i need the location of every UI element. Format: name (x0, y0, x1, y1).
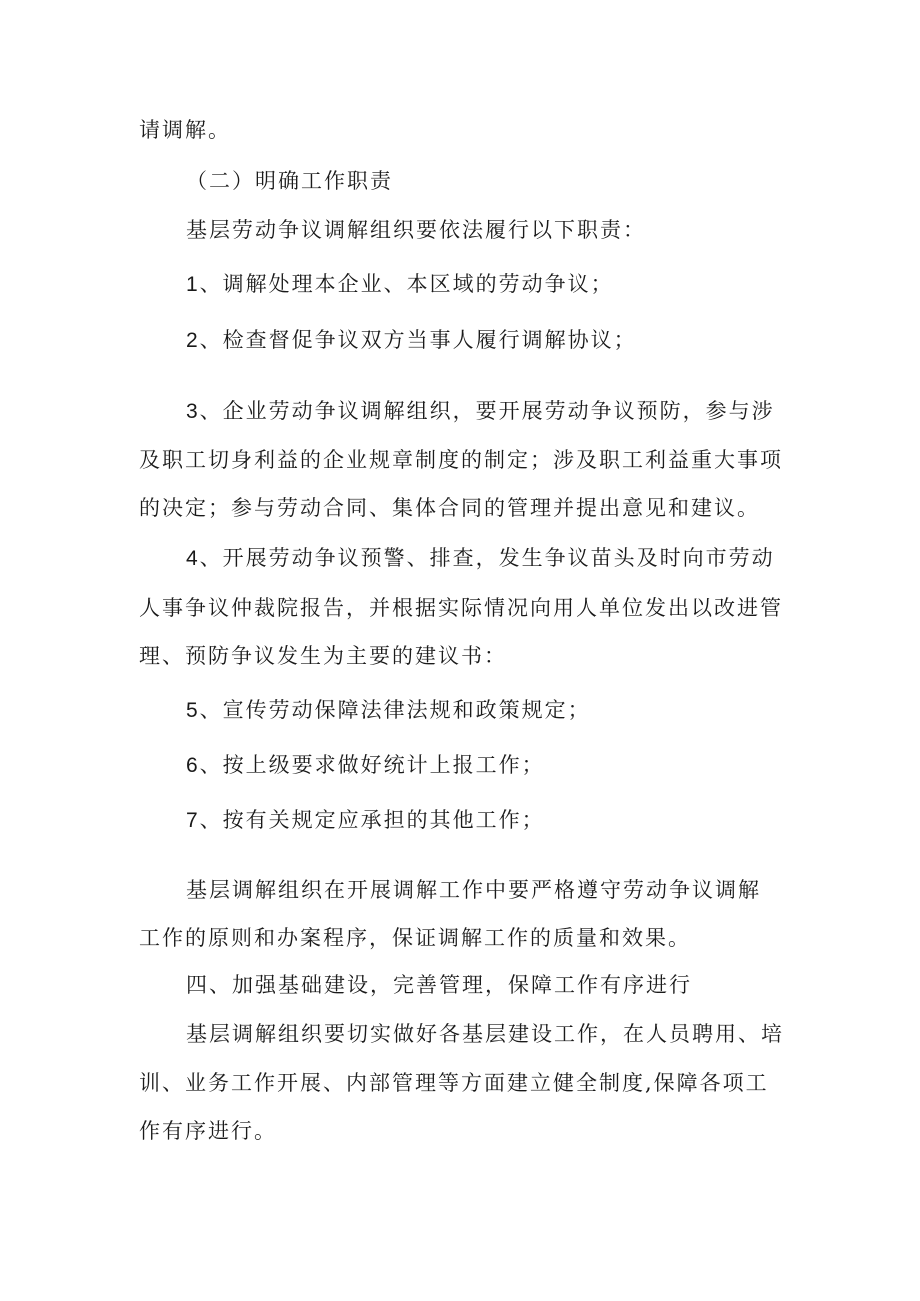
paragraph-line: 理、预防争议发生为主要的建议书： (139, 644, 507, 668)
paragraph-line: 人事争议仲裁院报告，并根据实际情况向用人单位发出以改进管 (139, 596, 783, 620)
list-item: 2、检查督促争议双方当事人履行调解协议； (186, 329, 637, 352)
list-item: 1、调解处理本企业、本区域的劳动争议； (186, 273, 614, 296)
list-item: 3、企业劳动争议调解组织，要开展劳动争议预防，参与涉 (186, 400, 775, 423)
paragraph-line: 的决定；参与劳动合同、集体合同的管理并提出意见和建议。 (139, 496, 760, 520)
list-item: 7、按有关规定应承担的其他工作； (186, 809, 545, 832)
section-heading: （二）明确工作职责 (186, 169, 393, 193)
paragraph-line: 工作的原则和办案程序，保证调解工作的质量和效果。 (139, 926, 691, 950)
paragraph-line: 基层调解组织要切实做好各基层建设工作，在人员聘用、培 (186, 1022, 784, 1046)
paragraph-line: 训、业务工作开展、内部管理等方面建立健全制度,保障各项工 (139, 1071, 769, 1095)
paragraph-line: 作有序进行。 (139, 1119, 277, 1143)
list-item: 6、按上级要求做好统计上报工作； (186, 754, 545, 777)
paragraph-line: 基层劳动争议调解组织要依法履行以下职责： (186, 218, 646, 242)
paragraph-line: 请调解。 (139, 118, 231, 142)
list-item: 5、宣传劳动保障法律法规和政策规定； (186, 699, 591, 722)
paragraph-line: 基层调解组织在开展调解工作中要严格遵守劳动争议调解 (186, 878, 761, 902)
paragraph-line: 及职工切身利益的企业规章制度的制定；涉及职工利益重大事项 (139, 448, 783, 472)
list-item: 4、开展劳动争议预警、排查，发生争议苗头及时向市劳动 (186, 547, 775, 570)
section-heading: 四、加强基础建设，完善管理，保障工作有序进行 (186, 973, 692, 997)
